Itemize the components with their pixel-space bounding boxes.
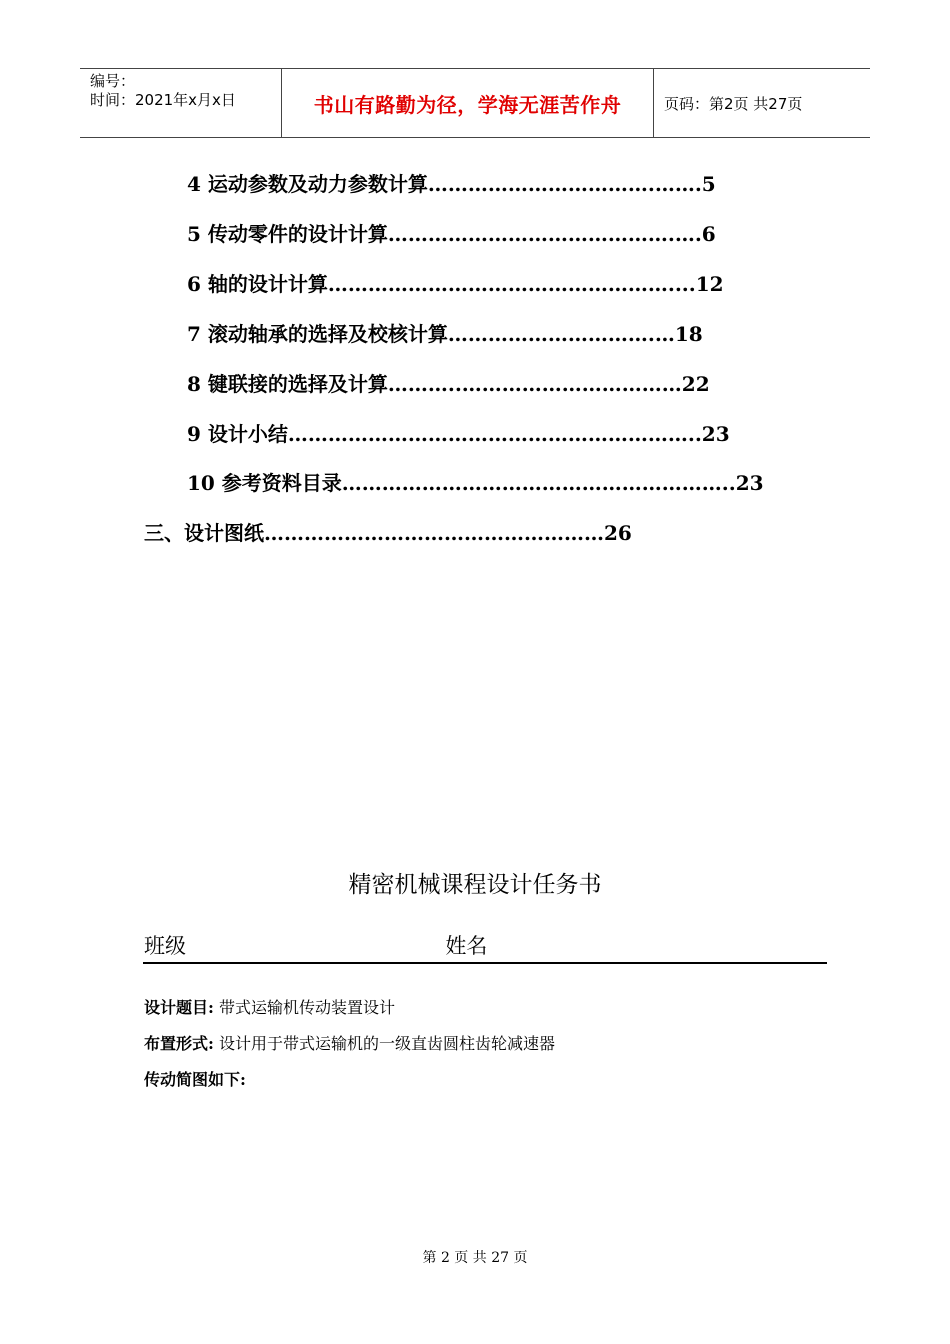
- class-label: 班级: [144, 934, 186, 958]
- toc-item[interactable]: 5 传动零件的设计计算…………………………………….….6: [187, 222, 716, 246]
- toc-item[interactable]: 4 运动参数及动力参数计算…………………………….…….5: [187, 172, 716, 196]
- page-footer: 第 2 页 共 27 页: [422, 1250, 528, 1266]
- underline-rule: [143, 962, 827, 964]
- toc-item[interactable]: 8 键联接的选择及计算………..……………………………22: [187, 372, 710, 396]
- toc-item[interactable]: 7 滚动轴承的选择及校核计算………………………….…18: [187, 322, 703, 346]
- design-topic-label: 设计题目:: [144, 998, 214, 1017]
- header-page-info: 页码：第2页 共27页: [664, 94, 803, 113]
- task-title: 精密机械课程设计任务书: [348, 872, 602, 898]
- toc-section-item[interactable]: 三、设计图纸……………………………………………26: [144, 521, 632, 545]
- diagram-caption: [144, 1067, 246, 1090]
- toc-item[interactable]: 6 轴的设计计算……………………………………………....12: [187, 272, 724, 296]
- layout-form: [144, 1031, 555, 1054]
- layout-form-value: 设计用于带式运输机的一级直齿圆柱齿轮减速器: [219, 1034, 556, 1053]
- header-number-label: 编号：: [90, 72, 136, 90]
- header-motto-cell: [282, 69, 654, 137]
- header-time-label: 时间：2021年x月x日: [90, 91, 236, 109]
- header-meta: [80, 69, 282, 137]
- header-motto: 书山有路勤为径，学海无涯苦作舟: [313, 92, 622, 117]
- design-topic-value: 带式运输机传动装置设计: [219, 998, 396, 1017]
- class-name-row: [144, 930, 487, 960]
- toc-item[interactable]: 10 参考资料目录…………………………………………………..23: [187, 471, 764, 495]
- page-header: [80, 68, 870, 138]
- design-topic: [144, 995, 395, 1018]
- name-label: 姓名: [445, 934, 488, 958]
- layout-form-label: 布置形式:: [144, 1034, 214, 1053]
- toc-item[interactable]: 9 设计小结……………………………………………………..23: [187, 422, 730, 446]
- diagram-label: 传动简图如下:: [144, 1070, 246, 1089]
